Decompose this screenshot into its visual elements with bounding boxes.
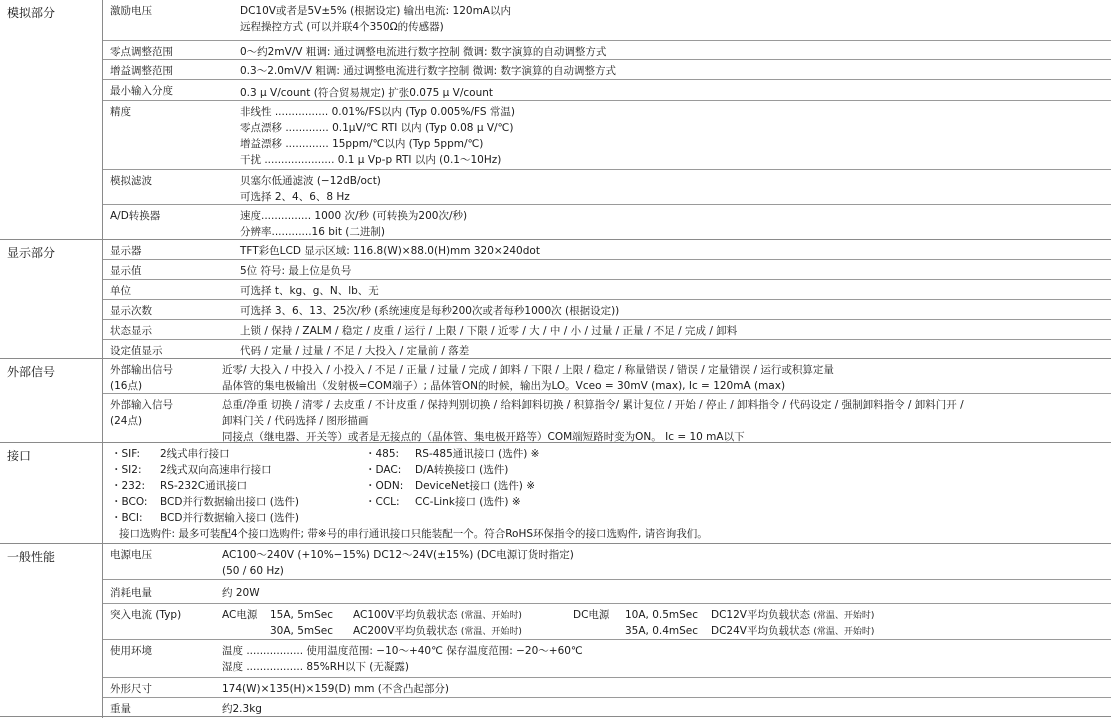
interface-item: ・SI2: [111, 464, 142, 476]
spec-row-environment [103, 639, 1111, 678]
row-label: 突入电流 (Typ) [110, 609, 182, 621]
spec-row-dimensions [103, 677, 1111, 698]
spec-row-unit [103, 279, 1111, 300]
spec-row-power [103, 544, 1111, 579]
row-label: 显示值 [110, 265, 142, 277]
row-value: 可选择 3、6、13、25次/秒 (系统速度是每秒200次或者每秒1000次 (根据设定)) [240, 305, 620, 317]
row-value: 总重/净重 切换 / 清零 / 去皮重 / 不计皮重 / 保持判别切换 / 给料卸料切换 / 积算指令/ 累计复位 / 开始 / 停止 / 卸料指令 / 代码设定 / 强制卸料指令 / 卸料门开 / 卸料门关 / 代码选择 / 图形描画 同接点（继电器、开关等）或者是无接点的（晶体管、集电极开路等）COM端短路时变为ON。 Ic = 10 mA以下 [222, 399, 964, 443]
interface-desc: RS-232C通讯接口 [160, 480, 248, 492]
section-title: 接口 [7, 449, 32, 463]
section-title: 一般性能 [7, 550, 56, 564]
section-title: 显示部分 [7, 246, 56, 260]
row-value: TFT彩色LCD 显示区域: 116.8(W)×88.0(H)mm 320×240dot [240, 245, 540, 257]
row-value: 约 20W [222, 587, 260, 599]
row-label: 模拟滤波 [110, 175, 152, 187]
section-external-signal [0, 358, 1111, 443]
interface-item: ・SIF: [111, 448, 141, 460]
spec-row-inrush: 突入电流 (Typ) AC电源 15A, 5mSec AC100V平均负载状态 (常温、开始时) 30A, 5mSec AC200V平均负载状态 (常温、开始时) DC电源 10A, 0.5mSec DC12V平均负载状态 (常温、开始时) 35A, 0.4mSec DC24V平均负载状态 (常温、开始时) [103, 603, 1111, 640]
interface-desc: DeviceNet接口 (选件) ※ [415, 480, 536, 492]
row-label: A/D转换器 [110, 210, 161, 222]
spec-row-filter [103, 169, 1111, 205]
section-title: 外部信号 [7, 365, 56, 379]
interface-desc: 2线式串行接口 [160, 448, 230, 460]
spec-row-input-signal [103, 393, 1111, 444]
row-label: 设定值显示 [110, 345, 163, 357]
row-label: 外形尺寸 [110, 683, 152, 695]
interface-desc: BCD并行数据输出接口 (选件) [160, 496, 299, 508]
row-value: 0.3～2.0mV/V 粗调: 通过调整电流进行数字控制 微调: 数字演算的自动调整方式 [240, 65, 616, 77]
row-label: 使用环境 [110, 645, 152, 657]
row-value: AC100～240V (+10%−15%) DC12～24V(±15%) (DC电源订货时指定) (50 / 60 Hz) [222, 549, 574, 577]
spec-row-status [103, 319, 1111, 340]
row-value: 温度 ................. 使用温度范围: −10～+40℃ 保存温度范围: −20～+60℃ 湿度 ................. 85%RH以下 (无凝露) [222, 645, 583, 673]
section-analog [0, 0, 1111, 239]
row-label: 消耗电量 [110, 587, 152, 599]
spec-row-excitation [103, 0, 1111, 40]
row-value: 0～约2mV/V 粗调: 通过调整电流进行数字控制 微调: 数字演算的自动调整方式 [240, 46, 607, 58]
interface-item: ・ODN: [365, 480, 404, 492]
interface-desc: D/A转换接口 (选件) [415, 464, 509, 476]
row-value: 5位 符号: 最上位是负号 [240, 265, 352, 277]
interface-item: ・BCO: [111, 496, 148, 508]
section-interface [0, 442, 1111, 544]
interface-desc: CC-Link接口 (选件) ※ [415, 496, 521, 508]
row-label: 状态显示 [110, 325, 152, 337]
section-title: 模拟部分 [7, 6, 56, 20]
row-value: 上锁 / 保持 / ZALM / 稳定 / 皮重 / 运行 / 上限 / 下限 / 近零 / 大 / 中 / 小 / 过量 / 正量 / 不足 / 完成 / 卸料 [240, 325, 738, 337]
row-label: 重量 [110, 703, 131, 715]
row-label: 单位 [110, 285, 131, 297]
spec-row-adc [103, 204, 1111, 240]
spec-row-resolution [103, 79, 1111, 101]
row-value: 代码 / 定量 / 过量 / 不足 / 大投入 / 定量前 / 落差 [240, 345, 470, 357]
row-value: 速度............... 1000 次/秒 (可转换为200次/秒) 分辨率............16 bit (二进制) [240, 210, 468, 238]
interface-item: ・DAC: [365, 464, 402, 476]
row-label: 外部输出信号 (16点) [110, 364, 173, 392]
row-label: 激励电压 [110, 5, 152, 17]
interface-item: ・BCI: [111, 512, 143, 524]
row-label: 电源电压 [110, 549, 152, 561]
interface-item: ・485: [365, 448, 400, 460]
spec-row-display [103, 240, 1111, 259]
spec-row-display-rate [103, 299, 1111, 320]
spec-row-interfaces [103, 443, 1111, 544]
interface-desc: BCD并行数据输入接口 (选件) [160, 512, 299, 524]
row-value: DC10V或者是5V±5% (根据设定) 输出电流: 120mA以内 远程操控方式 (可以并联4个350Ω的传感器) [240, 5, 511, 33]
row-value: 非线性 ................ 0.01%/FS以内 (Typ 0.005%/FS 常温) 零点漂移 ............. 0.1μV/℃ RTI 以内 (Typ 0.08 μ V/℃) 增益漂移 ............. 15ppm/℃以内 (Typ 5ppm/℃) 干扰 ..................... 0.1 μ Vp-p RTI 以内 (0.1～10Hz) [240, 106, 515, 166]
row-value: 约2.3kg [222, 703, 262, 715]
spec-row-accuracy [103, 100, 1111, 170]
row-label: 最小输入分度 [110, 85, 173, 97]
row-label: 显示次数 [110, 305, 152, 317]
spec-row-output-signal [103, 359, 1111, 393]
interface-desc: 2线式双向高速串行接口 [160, 464, 272, 476]
row-value: 174(W)×135(H)×159(D) mm (不含凸起部分) [222, 683, 449, 695]
row-label: 增益调整范围 [110, 65, 173, 77]
row-label: 零点调整范围 [110, 46, 173, 58]
interface-item: ・CCL: [365, 496, 400, 508]
spec-row-gain-adjust [103, 59, 1111, 80]
section-general [0, 543, 1111, 718]
row-label: 精度 [110, 106, 131, 118]
spec-row-consumption [103, 579, 1111, 604]
row-value: 贝塞尔低通滤波 (−12dB/oct) 可选择 2、4、6、8 Hz [240, 175, 381, 203]
section-display [0, 239, 1111, 359]
interface-item: ・232: [111, 480, 146, 492]
interface-note: 接口选购件: 最多可装配4个接口选购件; 带※号的串行通讯接口只能装配一个。符合RoHS环保指令的接口选购件, 请咨询我们。 [119, 528, 708, 540]
spec-row-display-value [103, 259, 1111, 280]
interface-desc: RS-485通讯接口 (选件) ※ [415, 448, 540, 460]
row-value: 0.3 μ V/count (符合贸易规定) 扩张0.075 μ V/count [240, 87, 494, 99]
row-label: 外部输入信号 (24点) [110, 399, 173, 427]
row-value: 近零/ 大投入 / 中投入 / 小投入 / 不足 / 正量 / 过量 / 完成 / 卸料 / 下限 / 上限 / 稳定 / 称量错误 / 错误 / 定量错误 / 运行或积算定量 晶体管的集电极输出（发射极=COM端子）; 晶体管ON的时候，输出为LO。Vceo = 30mV (max), Ic = 120mA (max) [222, 364, 834, 392]
row-value: 可选择 t、kg、g、N、lb、无 [240, 285, 379, 297]
spec-row-zero-adjust [103, 40, 1111, 60]
spec-row-setpoint [103, 339, 1111, 360]
row-label: 显示器 [110, 245, 142, 257]
